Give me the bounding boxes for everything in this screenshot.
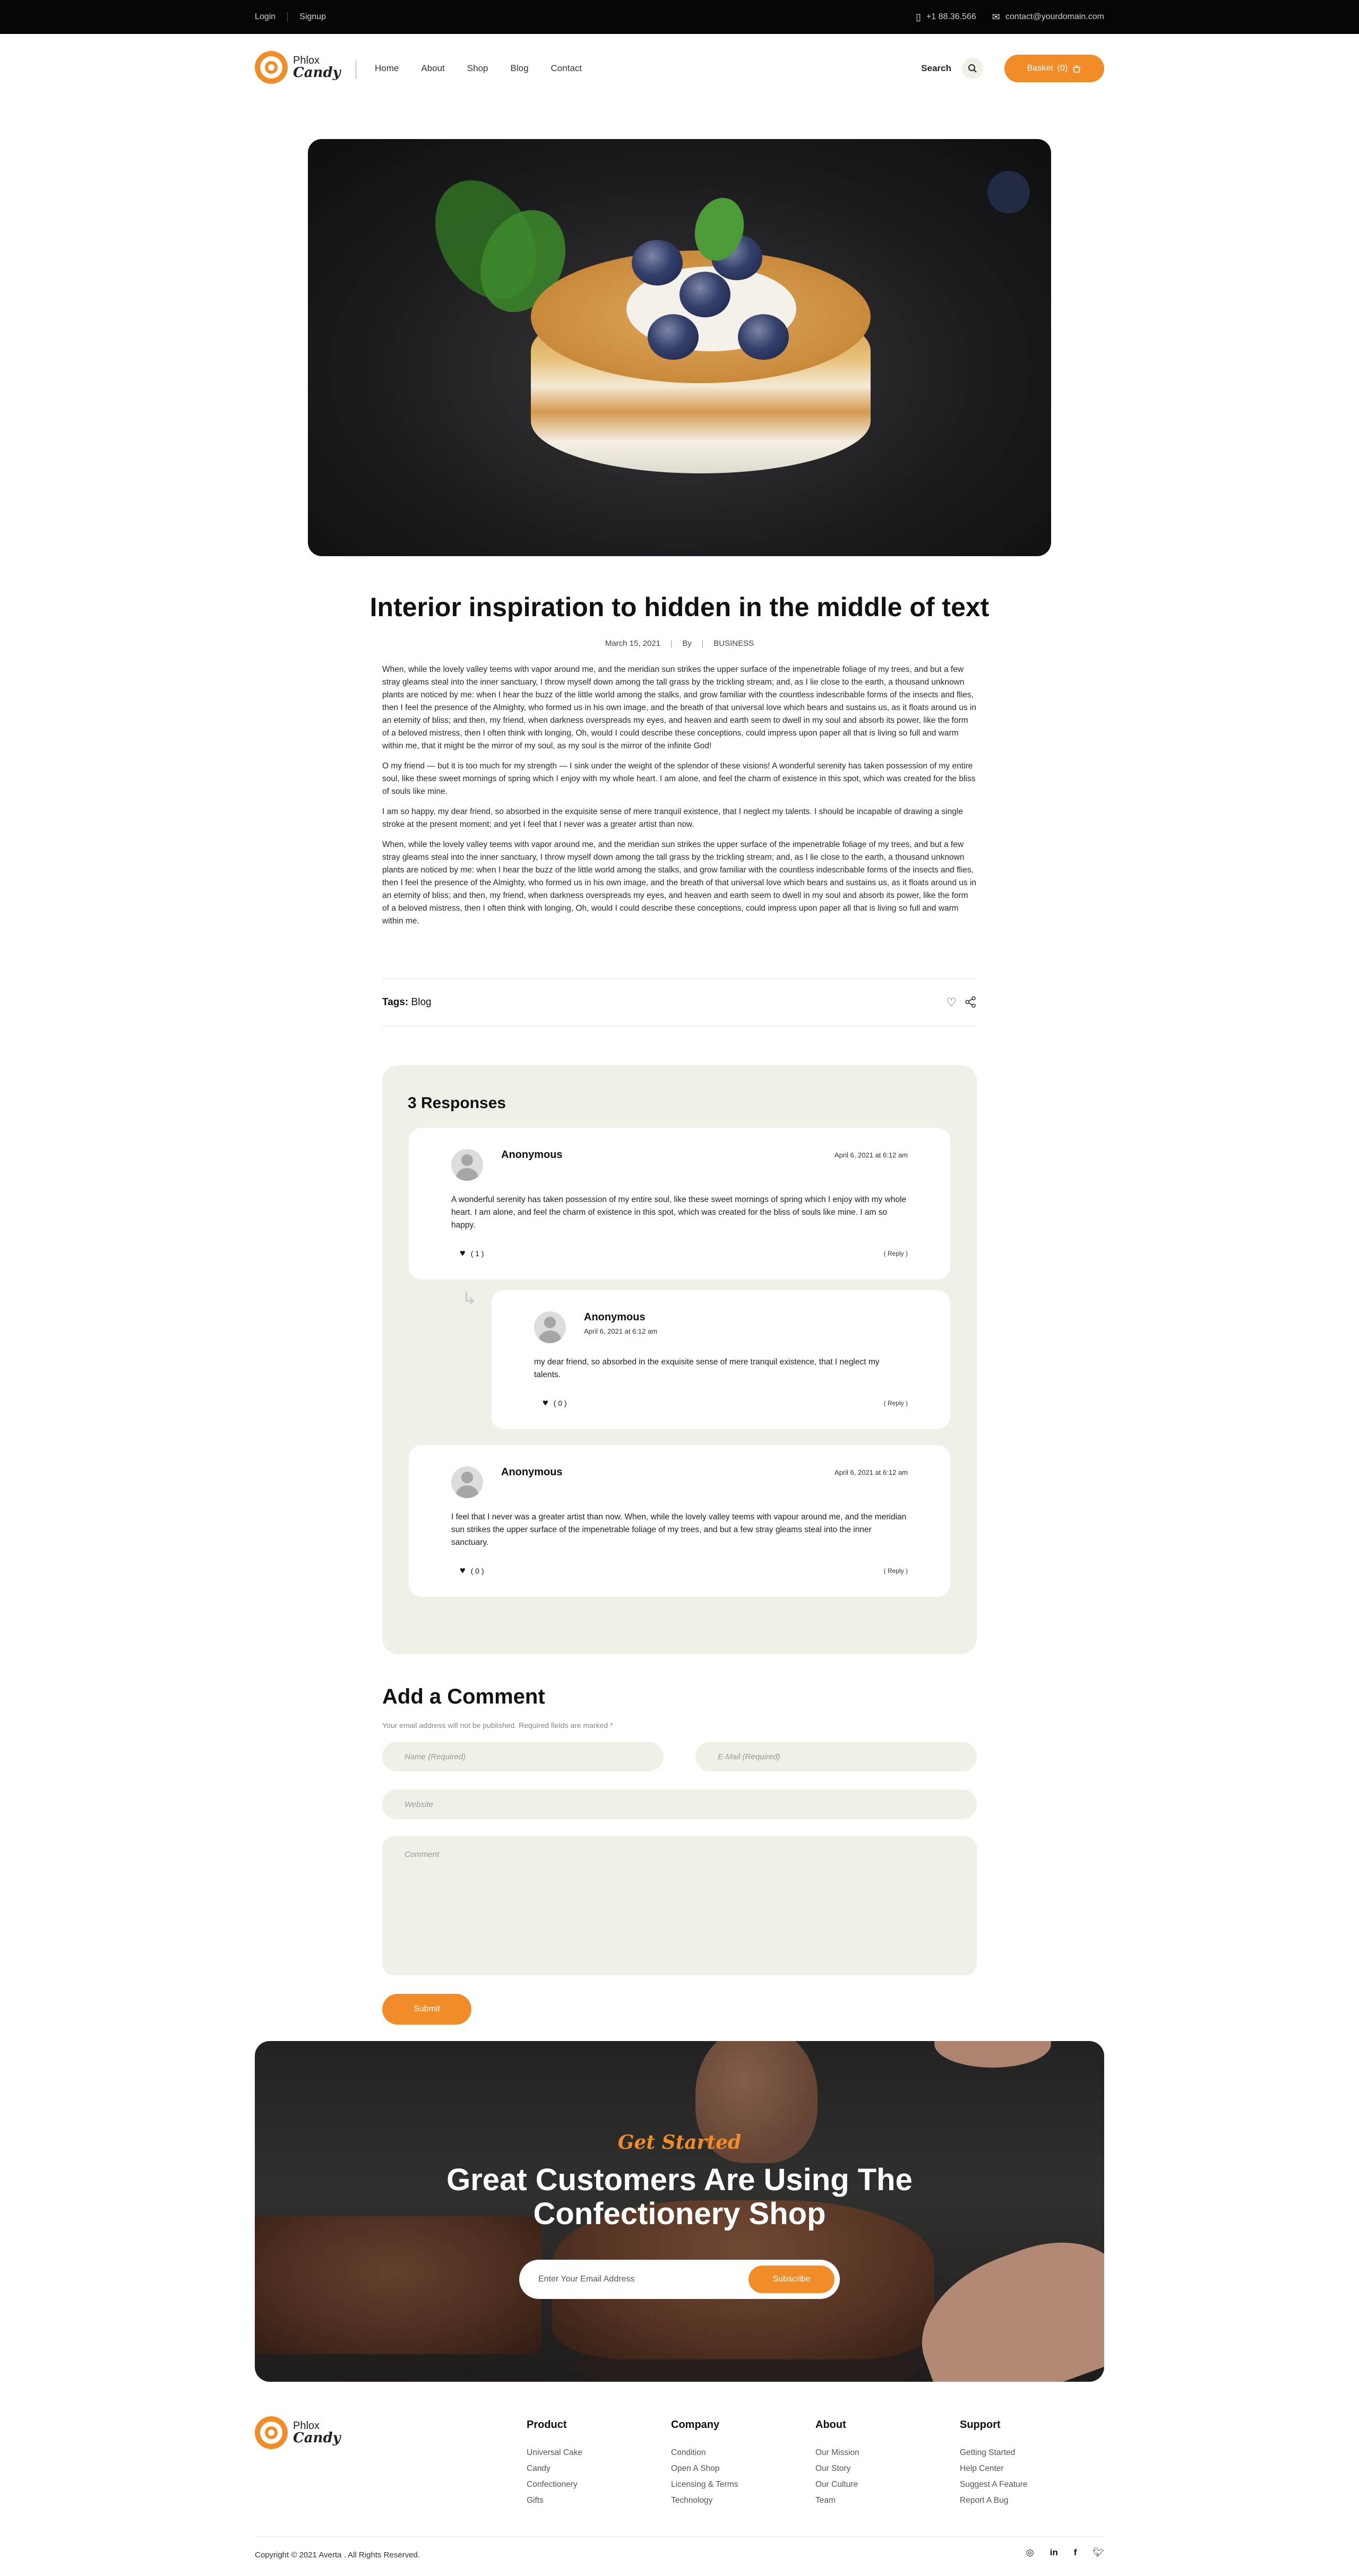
comment-like-count: ( 0 ) (470, 1566, 484, 1575)
search-icon (968, 64, 977, 73)
email-info[interactable] (992, 12, 1104, 23)
tags-label: Tags: (382, 997, 409, 1008)
heart-icon: ♥ (460, 1248, 466, 1258)
phone-info[interactable] (916, 12, 976, 23)
add-comment-title: Add a Comment (382, 1685, 545, 1708)
banner-headline: Great Customers Are Using The Confectionery Shop (446, 2163, 913, 2231)
article-category[interactable]: BUSINESS (713, 639, 754, 648)
article-paragraph: O my friend — but it is too much for my strength — I sink under the weight of the splendor of these visions! A wonderful serenity has taken possession of my entire soul, like these sweet mornings of spring which I enjoy with my whole heart. I am alone, and feel the charm of existence in this spot, which was created for the bliss of souls like mine. (382, 762, 976, 796)
footer-column-title: About (815, 2419, 846, 2431)
subscribe-button[interactable]: Subscribe (749, 2266, 835, 2293)
heart-icon: ♥ (543, 1397, 548, 1408)
tag-blog[interactable]: Blog (411, 997, 432, 1008)
comment-author: Anonymous (584, 1311, 646, 1323)
phone-icon: ▯ (916, 11, 921, 22)
footer-link[interactable]: Technology (671, 2496, 713, 2505)
comment-date: April 6, 2021 at 6:12 am (834, 1468, 908, 1476)
basket-count: (0) (1057, 64, 1068, 73)
nav-item-home[interactable]: Home (375, 63, 399, 73)
top-bar (0, 0, 1359, 34)
comment-reply-link[interactable]: ( Reply ) (883, 1399, 908, 1407)
comment-text: I feel that I never was a greater artist than now. When, while the lovely valley teems with vapour around me, and the meridian sun strikes the upper surface of the impenetrable foliage of my trees, and but a few stray gleams steal into the inner sanctuary. (451, 1512, 907, 1547)
email-text: contact@yourdomain.com (1005, 12, 1104, 21)
logo-mark-icon (255, 2416, 288, 2449)
comment-text: my dear friend, so absorbed in the exquisite sense of mere tranquil existence, that I neglect my talents. (534, 1358, 880, 1379)
comment-like-count: ( 1 ) (470, 1249, 484, 1258)
heart-icon: ♥ (460, 1565, 466, 1576)
footer-link[interactable]: Universal Cake (527, 2448, 583, 2457)
copyright: Copyright © 2021 Averta . All Rights Reserved. (255, 2551, 420, 2560)
footer-link[interactable]: Report A Bug (960, 2496, 1009, 2505)
banner-kicker: Get Started (617, 2131, 742, 2154)
social-links (1026, 2547, 1104, 2558)
footer-column-about (815, 2419, 859, 2509)
logo-line1: Phlox (293, 2420, 320, 2432)
tags (382, 997, 432, 1008)
search-button[interactable] (962, 58, 983, 79)
share-icon[interactable] (964, 996, 977, 1008)
comment-like[interactable] (460, 1248, 484, 1259)
logo[interactable] (255, 51, 341, 84)
website-field[interactable] (382, 1790, 977, 1819)
name-field[interactable] (382, 1742, 664, 1771)
footer-column-title: Company (671, 2419, 720, 2431)
subscribe-form (519, 2260, 840, 2299)
comment-date: April 6, 2021 at 6:12 am (584, 1327, 658, 1335)
comment-card (409, 1445, 950, 1597)
footer-link[interactable]: Suggest A Feature (960, 2480, 1028, 2489)
email-field[interactable] (695, 1742, 977, 1771)
site-header (255, 34, 1104, 103)
facebook-icon[interactable]: f (1073, 2547, 1077, 2557)
footer-logo[interactable] (255, 2416, 341, 2449)
article-paragraph: When, while the lovely valley teems with vapor around me, and the meridian sun strikes the upper surface of the impenetrable foliage of my trees, and but a few stray gleams steal into the inner sanctuary, I throw myself down among the tall grass by the trickling stream; and, as I lie close to the earth, a thousand unknown plants are noticed by me: when I hear the buzz of the little world among the stalks, and grow familiar with the countless indescribable forms of the insects and flies, then I feel the presence of the Almighty, who formed us in his own image, and the breath of that universal love which bears and sustains us, as it floats around us in an eternity of bliss; and then, my friend, when darkness overspreads my eyes, and heaven and earth seem to dwell in my soul and absorb its power, like the form of a beloved mistress, then I often think with longing, Oh, would I could describe these conceptions, could impress upon paper all that is living so full and warm within me. (382, 840, 976, 926)
footer-link[interactable]: Confectionery (527, 2480, 578, 2489)
article-body (382, 663, 977, 935)
nav-item-shop[interactable]: Shop (467, 63, 488, 73)
logo-line2: Candy (293, 2430, 341, 2446)
instagram-icon[interactable]: ◎ (1026, 2547, 1034, 2557)
footer-link[interactable]: Our Mission (815, 2448, 859, 2457)
article-title: Interior inspiration to hidden in the middle of text (369, 592, 990, 622)
comment-reply-link[interactable]: ( Reply ) (883, 1567, 908, 1575)
article-meta (308, 639, 1051, 648)
footer-link[interactable]: Getting Started (960, 2448, 1016, 2457)
comment-author: Anonymous (501, 1466, 563, 1478)
comments-section (382, 1065, 977, 1654)
logo-line1: Phlox (293, 55, 320, 66)
basket-label: Basket (1027, 64, 1053, 73)
article-hero-image (308, 139, 1051, 556)
comment-card (409, 1128, 950, 1280)
heart-icon[interactable]: ♡ (946, 996, 957, 1009)
comment-reply-link[interactable]: ( Reply ) (883, 1250, 908, 1257)
comment-date: April 6, 2021 at 6:12 am (834, 1151, 908, 1159)
login-link[interactable]: Login (255, 12, 288, 22)
phone-text: +1 88.36.566 (926, 12, 976, 21)
footer-column-title: Support (960, 2419, 1001, 2431)
comment-like[interactable] (460, 1565, 484, 1576)
avatar (534, 1311, 566, 1343)
comment-field[interactable] (382, 1836, 977, 1975)
footer-column-company (671, 2419, 738, 2509)
article-paragraph: I am so happy, my dear friend, so absorbed in the exquisite sense of mere tranquil existence, that I neglect my talents. I should be incapable of drawing a single stroke at the present moment; and yet I feel that I never was a greater artist than now. (382, 807, 963, 829)
subscribe-banner (255, 2041, 1104, 2382)
main-nav (375, 34, 582, 103)
mail-icon: ✉ (992, 11, 1000, 22)
footer-link[interactable]: Our Story (815, 2464, 851, 2473)
footer-link[interactable]: Candy (527, 2464, 551, 2473)
article-by: By (682, 639, 692, 648)
nav-item-blog[interactable]: Blog (510, 63, 529, 73)
footer-link[interactable]: Condition (671, 2448, 706, 2457)
footer-link[interactable]: Gifts (527, 2496, 544, 2505)
footer-column-support (960, 2419, 1028, 2509)
linkedin-icon[interactable]: in (1050, 2547, 1058, 2557)
comment-like-count: ( 0 ) (553, 1398, 567, 1407)
article-paragraph: When, while the lovely valley teems with vapor around me, and the meridian sun strikes the upper surface of the impenetrable foliage of my trees, and but a few stray gleams steal into the inner sanctuary, I throw myself down among the tall grass by the trickling stream; and, as I lie close to the earth, a thousand unknown plants are noticed by me: when I hear the buzz of the little world among the stalks, and grow familiar with the countless indescribable forms of the insects and flies, then I feel the presence of the Almighty, who formed us in his own image, and the breath of that universal love which bears and sustains us, as it floats around us in an eternity of bliss; and then, my friend, when darkness overspreads my eyes, and heaven and earth seem to dwell in my soul and absorb its power, like the form of a beloved mistress, then I often think with longing, Oh, would I could describe these conceptions, could impress upon paper all that is living so full and warm within me, that it might be the mirror of my soul, as my soul is the mirror of the infinite God! (382, 665, 976, 750)
footer-link[interactable]: Licensing & Terms (671, 2480, 738, 2489)
logo-line2: Candy (293, 65, 341, 81)
footer-link[interactable]: Team (815, 2496, 836, 2505)
comments-title: 3 Responses (408, 1094, 506, 1112)
comment-author: Anonymous (501, 1149, 563, 1161)
footer-link[interactable]: Help Center (960, 2464, 1004, 2473)
comment-like[interactable] (543, 1397, 567, 1408)
footer-column-product (527, 2419, 582, 2509)
signup-link[interactable]: Signup (299, 12, 326, 21)
basket-button[interactable] (1004, 55, 1104, 82)
submit-button[interactable]: Submit (382, 1994, 471, 2025)
tags-row (382, 979, 977, 1026)
article-date: March 15, 2021 (605, 639, 661, 648)
footer-column-title: Product (527, 2419, 567, 2431)
add-comment-note: Your email address will not be published. Required fields are marked * (382, 1721, 613, 1730)
nav-item-about[interactable]: About (421, 63, 445, 73)
reply-arrow-icon: ↳ (462, 1289, 477, 1309)
nav-item-contact[interactable]: Contact (551, 63, 582, 73)
basket-icon (1072, 64, 1081, 73)
comment-card-reply (492, 1290, 950, 1429)
footer-link[interactable]: Open A Shop (671, 2464, 720, 2473)
comment-text: A wonderful serenity has taken possession of my entire soul, like these sweet mornings of spring which I enjoy with my whole heart. I am alone, and feel the charm of existence in this spot, which was created for the bliss of souls like mine. I am so happy. (451, 1195, 907, 1230)
avatar (451, 1466, 483, 1498)
subscribe-email-input[interactable] (538, 2260, 740, 2299)
avatar (451, 1149, 483, 1181)
search-label[interactable]: Search (921, 63, 951, 73)
footer-link[interactable]: Our Culture (815, 2480, 858, 2489)
logo-mark-icon (255, 51, 288, 84)
twitter-icon[interactable]: 🐦︎ (1093, 2547, 1104, 2557)
